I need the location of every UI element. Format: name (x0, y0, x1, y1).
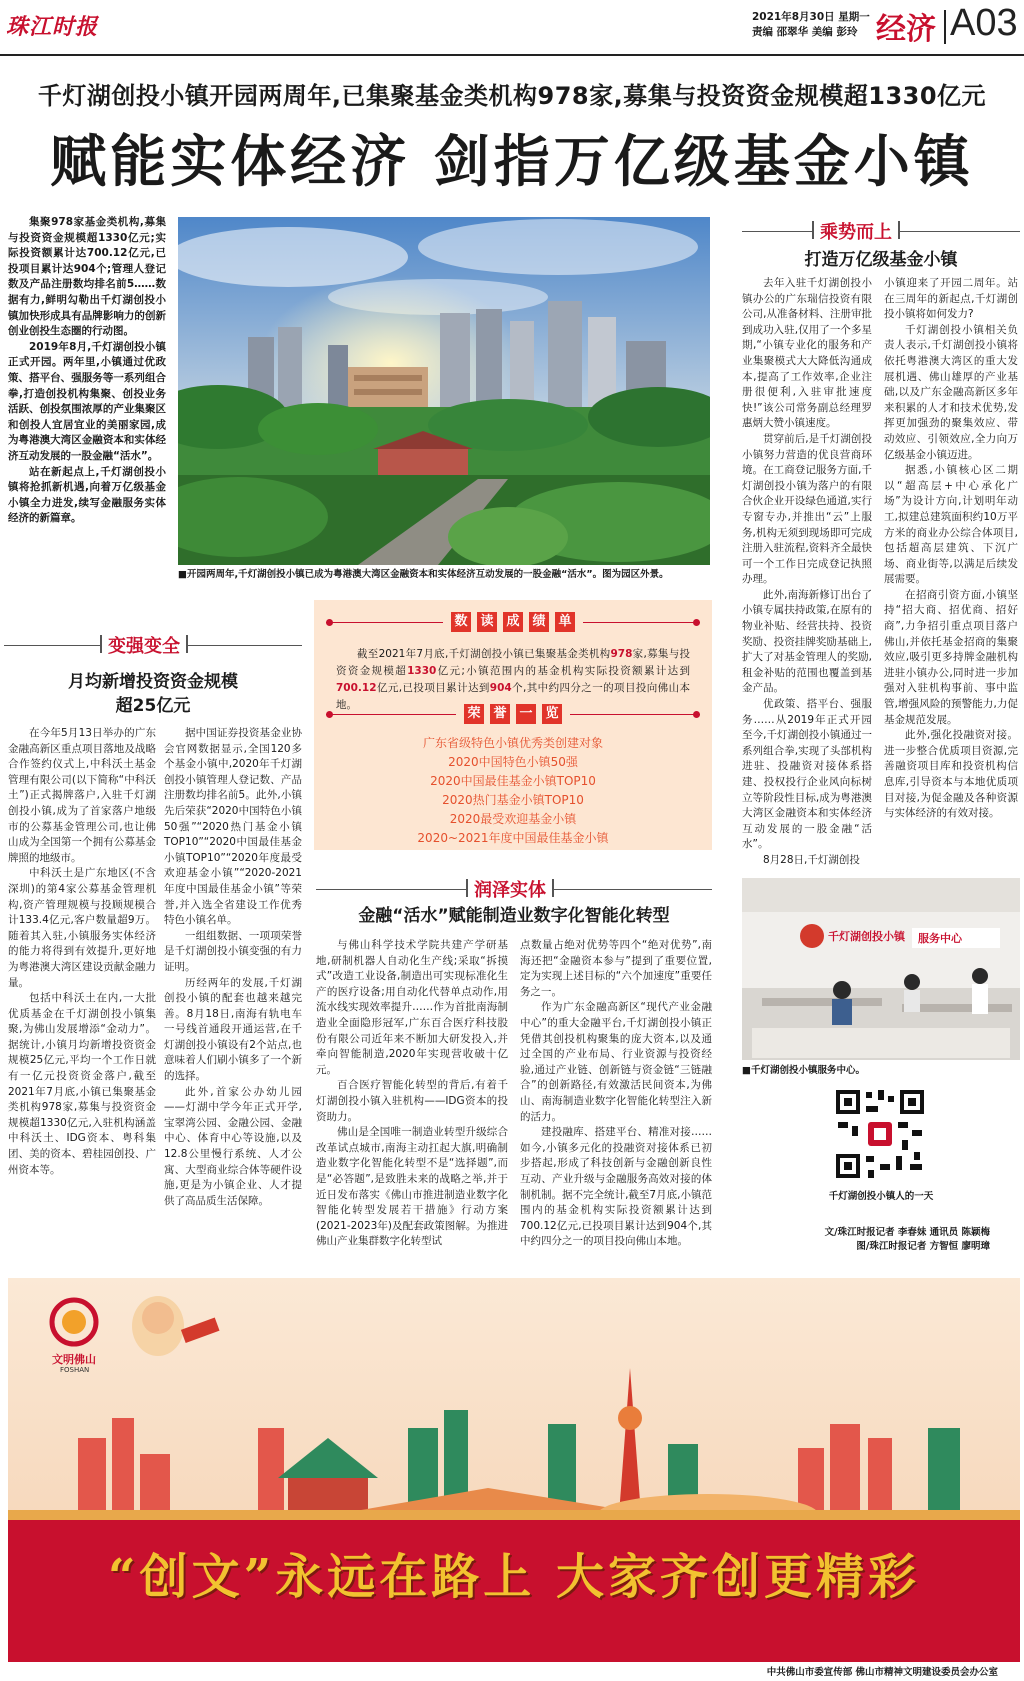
issue-meta (752, 10, 872, 40)
section-name: 经济 (876, 12, 936, 47)
report-text: 家,募集与投资资金规模超 (336, 648, 690, 677)
report-text: 亿元,已投项目累计达到 (376, 682, 490, 694)
section-tag-nourish (316, 876, 712, 902)
article-paragraph: 去年入驻千灯湖创投小镇办公的广东瑞信投资有限公司,从准备材料、注册审批到成功入驻,仅用了一个多星期,“小镇专业化的服务和产业集聚模式大大降低沟通成本,提高了工作效率,企业注册很便利,入驻审批速度快!”该公司常务副总经理罗惠炳大赞小镇速度。 (742, 277, 872, 430)
article-paragraph: 点数量占绝对优势等四个“绝对优势”,南海还把“金融资本参与”提到了重要位置,定为实现上述目标的“六个加速度”重要任务之一。 (520, 939, 712, 998)
lead-paragraph: 集聚978家基金类机构,募集与投资资金规模超1330亿元;实际投资额累计达700.12亿元,已投项目累计达904个;管理人登记数及产品注册数均排名前5……数据有力,鲜明勾勒出千灯湖创投小镇加快形成具有品牌影响力的创新创业创投生态圈的行动图。 (8, 216, 166, 338)
report-box-heading (326, 612, 700, 632)
title-line: 超25亿元 (115, 696, 191, 716)
article-column (164, 726, 302, 1209)
article-paragraph: 此外,南海新修订出台了小镇专属扶持政策,在原有的物业补贴、经营扶持、投资奖励、投资挂牌奖励基础上,扩大了对基金管理人的奖励,租金补贴的范围也覆盖到基金产品。 (742, 588, 872, 695)
heading-rule (583, 622, 700, 623)
article-paragraph: 历经两年的发展,千灯湖创投小镇的配套也越来越完善。8月18日,南海有轨电车一号线首通段开通运营,在千灯湖创投小镇设有2个站点,也意味着人们刷小镇多了一个新的选择。 (164, 976, 302, 1083)
heading-rule (326, 622, 443, 623)
article-paragraph: 据中国证券投资基金业协会官网数据显示,全国120多个基金小镇中,2020年千灯湖创投小镇管理人登记数、产品注册数均排名前5。此外,小镇先后荣获“2020中国特色小镇50强”“2020热门基金小镇TOP10”“2020中国最佳基金小镇TOP10”“2020年度最受欢迎基金小镇”“2020-2021年度中国最佳基金小镇”等荣誉,并入选全省建设工作优秀特色小镇名单。 (164, 727, 302, 927)
article-paragraph: 佛山是全国唯一制造业转型升级综合改革试点城市,南海主动扛起大旗,明确制造业数字化智能化转型不是“选择题”,而是“必答题”,是致胜未来的战略之举,并于近日发布落实《佛山市推进制造业数字化智能化转型发展若干措施》行动方案(2021-2023年)及配套政策图解。为推进佛山产业集群数字化转型试 (316, 1126, 508, 1248)
byline-credits (742, 1226, 1020, 1254)
park-exterior-illustration (178, 217, 710, 565)
section-title-fund-town: 打造万亿级基金小镇 (804, 250, 958, 270)
section-title-digital-transform: 金融“活水”赋能制造业数字化智能化转型 (358, 906, 670, 926)
article-paragraph: 在招商引资方面,小镇坚持“招大商、招优商、招好商”,力争招引重点项目落户佛山,并依托基金招商的集聚效应,吸引更多持牌金融机构进驻小镇办公,同时进一步加强对入驻机构事前、事中监管,增强风险的预警能力,力促基金规范发展。 (884, 588, 1018, 726)
heading-chars (443, 612, 583, 632)
civilization-logo-sub: FOSHAN (60, 1366, 90, 1374)
lead-text (8, 215, 166, 527)
byline-text: 文/珠江时报记者 李春妹 通讯员 陈颖梅 (824, 1227, 990, 1238)
heading-char: 览 (542, 704, 562, 724)
article-paragraph: 8月28日,千灯湖创投 (763, 853, 860, 866)
article-paragraph: 中科沃土是广东地区(不含深圳)的第4家公募基金管理机构,资产管理规模与投顾规模合计133.4亿元,客户数量超9万。随着其入驻,小镇服务实体经济的能力将得到有效提升,更好地为粤港澳大湾区建设贡献金融力量。 (8, 867, 156, 989)
article-paragraph: 在今年5月13日举办的广东金融高新区重点项目落地及战略合作签约仪式上,中科沃土基金管理有限公司(以下简称“中科沃土”)正式揭牌落户,入驻千灯湖创投小镇,成为了首家落户地级市的公募基金管理公司,也让佛山成为全国第一个拥有公募基金牌照的地级市。 (8, 727, 156, 864)
main-photo-caption: ■开园两周年,千灯湖创投小镇已成为粤港澳大湾区金融资本和实体经济互动发展的一股金融“活水”。图为园区外景。 (178, 569, 669, 580)
highlight-number: 700.12 (336, 682, 377, 694)
banner-slogan: “创文”永远在路上 大家齐创更精彩 (108, 1549, 920, 1605)
subheadline: 千灯湖创投小镇开园两周年,已集聚基金类机构978家,募集与投资资金规模超1330亿元 (37, 82, 987, 110)
article-paragraph: 建投融库、搭建平台、精准对接……如今,小镇多元化的投融资对接体系已初步搭起,形成了科技创新与金融创新良性互动、产业升级与金融服务高效对接的体制机制。据不完全统计,截至7月底,小镇范围内的基金机构实际投资额累计达到700.12亿元,已投项目累计达到904个,其中约四分之一的项目投向佛山本地。 (520, 1126, 712, 1248)
article-paragraph: 贯穿前后,是千灯湖创投小镇努力营造的优良营商环境。在工商登记服务方面,千灯湖创投小镇为落户的有限合伙企业开设绿色通道,实行专窗专办,并推出“云”上服务,机构无须到现场即可完成注册入驻流程,资料齐全最快可一个工作日完成登记执照办理。 (742, 432, 872, 586)
tag-rule (4, 645, 100, 646)
service-sign-text-2: 服务中心 (918, 932, 962, 945)
honor-item: 2020最受欢迎基金小镇 (449, 812, 577, 826)
article-paragraph: 优政策、搭平台、强服务……从2019年正式开园至今,千灯湖创投小镇通过一系列组合拳,实现了头部机构进驻、投融资对接体系搭建、投权投行企业风向标树立等阶段性目标,成为粤港澳大湾区金融资本和实体经济互动发展的一股金融“活水”。 (742, 698, 872, 851)
article-paragraph: 与佛山科学技术学院共建产学研基地,研制机器人自动化生产线;采取“拆摸式”改造工业设备,制造出可实现标准化生产的医疗设备;用自动化代替单点动作,用流水线实现效率提升……作为首批南海制造业全面隐形冠军,广东百合医疗科技股份有限公司近年来不断加大研发投入,并牵向智能制造,2020年实现营收破十亿元。 (316, 939, 508, 1076)
section-tag-label: 变强变全 (100, 632, 188, 658)
honor-item: 2020~2021年度中国最佳基金小镇 (417, 831, 609, 845)
qr-caption: 千灯湖创投小镇人的一天 (828, 1191, 934, 1202)
service-photo-caption: ■千灯湖创投小镇服务中心。 (742, 1065, 865, 1076)
civilization-banner-ad (8, 1278, 1020, 1662)
masthead-divider (944, 10, 946, 44)
heading-char: 单 (555, 612, 575, 632)
report-text: 截至2021年7月底,千灯湖创投小镇已集聚基金类机构 (357, 648, 611, 660)
qr-code[interactable] (832, 1086, 928, 1182)
newspaper-logo: 珠江时报 (6, 14, 99, 40)
title-line: 月均新增投资资金规模 (68, 672, 238, 692)
heading-char: 成 (503, 612, 523, 632)
article-paragraph: 此外,强化投融资对接。进一步整合优质项目资源,完善融资项目库和投资机构信息库,引导资本与本地优质项目对接,为促金融及各种资源与实体经济的有效对接。 (884, 729, 1018, 820)
article-column (8, 726, 156, 1178)
lead-paragraph: 站在新起点上,千灯湖创投小镇将抢抓新机遇,向着万亿级基金小镇全力进发,续写金融服务实体经济的新篇章。 (8, 465, 166, 525)
report-text: 亿元;小镇范围内的基金机构实际投资额累计达到 (436, 665, 691, 677)
qr-code-icon (832, 1086, 928, 1182)
article-column (520, 938, 712, 1250)
section-tag-rise (742, 218, 1020, 244)
article-column (316, 938, 508, 1250)
article-paragraph: 百合医疗智能化转型的背后,有着千灯湖创投小镇入驻机构——IDG资本的投资助力。 (316, 1079, 508, 1123)
civilization-logo-text: 文明佛山 (52, 1353, 96, 1366)
heading-char: 誉 (490, 704, 510, 724)
section-tag-label: 乘势而上 (812, 218, 900, 244)
data-report-box (314, 600, 712, 850)
honor-item: 2020中国最佳基金小镇TOP10 (430, 774, 596, 788)
article-paragraph: 此外,首家公办幼儿园——灯湖中学今年正式开学,宝翠湾公园、金融公园、金融中心、体育中心等设施,以及12.8公里慢行系统、人才公寓、大型商业综合体等硬件设施,更是为小镇企业、人才提供了高品质生活保障。 (164, 1085, 302, 1207)
lead-paragraph: 2019年8月,千灯湖创投小镇正式开园。两年里,小镇通过优政策、搭平台、强服务等一系列组合拳,打造创投机构集聚、创投业务活跃、创投氛围浓厚的产业集聚区和创投人宜居宜业的美丽家园,成为粤港澳大湾区金融资本和实体经济互动发展的一股金融“活水”。 (8, 340, 166, 462)
page-number: A03 (950, 2, 1018, 44)
honors-list (336, 734, 690, 848)
honors-heading (326, 704, 700, 724)
service-center-illustration (742, 878, 1020, 1060)
section-tag-stronger (4, 632, 302, 658)
section-tag-label: 润泽实体 (466, 876, 554, 902)
heading-char: 绩 (529, 612, 549, 632)
article-column (884, 276, 1018, 822)
honor-item: 2020中国特色小镇50强 (448, 755, 578, 769)
highlight-number: 978 (610, 648, 633, 660)
article-paragraph: 作为广东金融高新区“现代产业金融中心”的重大金融平台,千灯湖创投小镇正凭借其创投机构聚集的庞大资本,以及通过全国的产业布局、行业资源与投资经验,通过产业链、创新链与资金链“三链融合”的创新路径,有效激活民间资本,为佛山、南海制造业数字化智能化转型注入新的活力。 (520, 1001, 712, 1123)
service-sign-text: 千灯湖创投小镇 (828, 930, 905, 943)
article-paragraph: 一组组数据、一项项荣誉是千灯湖创投小镇变强的有力证明。 (164, 929, 302, 973)
article-paragraph: 小镇迎来了开园二周年。站在三周年的新起点,千灯湖创投小镇将如何发力? (884, 277, 1018, 321)
heading-char: 数 (451, 612, 471, 632)
tag-rule (316, 889, 466, 890)
tag-rule (900, 231, 1020, 232)
issue-date: 2021年8月30日 星期一 (752, 11, 870, 23)
section-title-monthly-growth (4, 670, 302, 718)
masthead (0, 0, 1024, 56)
banner-sponsors: 中共佛山市委宣传部 佛山市精神文明建设委员会办公室 (766, 1667, 998, 1678)
article-paragraph: 千灯湖创投小镇相关负责人表示,千灯湖创投小镇将依托粤港澳大湾区的重大发展机遇、佛山雄厚的产业基础,以及广东金融高新区多年来积累的人才和技术优势,发挥更加强劲的聚集效应、带动效应、引领效应,全力向万亿级基金小镇迈进。 (884, 323, 1018, 461)
article-paragraph: 据悉,小镇核心区二期以“超高层+中心承化广场”为设计方向,计划明年动工,拟建总建筑面积约10万平方米的商业办公综合体项目,包括超高层建筑、下沉广场、商业街等,以满足后续发展需要。 (884, 464, 1018, 586)
editor-credits: 责编 邵翠华 美编 彭玲 (752, 26, 858, 38)
park-exterior-photo (178, 217, 710, 565)
heading-rule (570, 714, 700, 715)
heading-chars (456, 704, 570, 724)
heading-char: 荣 (464, 704, 484, 724)
tag-rule (742, 231, 812, 232)
tag-rule (554, 889, 712, 890)
article-paragraph: 包括中科沃土在内,一大批优质基金在千灯湖创投小镇集聚,为佛山发展增添“金动力”。据统计,小镇月均新增投资资金规模25亿元,平均一个工作日就有一亿元投资资金落户,截至2021年7月底,小镇已集聚基金类机构978家,募集与投资资金规模超1330亿元,入驻机构涵盖中科沃土、IDG资本、粤科集团、美的资本、碧桂园创投、广州资本等。 (8, 992, 156, 1176)
tag-rule (188, 645, 302, 646)
honor-item: 2020热门基金小镇TOP10 (442, 793, 584, 807)
heading-char: 一 (516, 704, 536, 724)
report-text: 个,其中约四分之一的项目投向佛山本地。 (336, 682, 690, 711)
heading-rule (326, 714, 456, 715)
service-center-photo (742, 878, 1020, 1060)
honor-item: 广东省级特色小镇优秀类创建对象 (422, 736, 603, 750)
heading-char: 读 (477, 612, 497, 632)
highlight-number: 1330 (407, 665, 437, 677)
highlight-number: 904 (489, 682, 512, 694)
main-headline: 赋能实体经济 剑指万亿级基金小镇 (50, 130, 974, 195)
byline-photo: 图/珠江时报记者 方智恒 廖明璋 (856, 1241, 990, 1252)
article-column (742, 276, 872, 869)
